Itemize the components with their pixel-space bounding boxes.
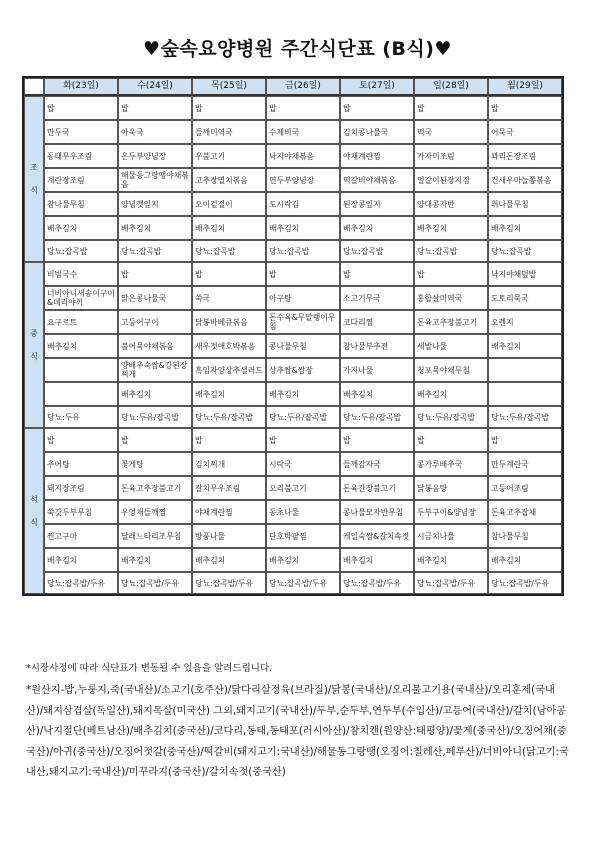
menu-table bbox=[22, 76, 564, 596]
menu-cell: 도토리묵국 bbox=[488, 286, 562, 310]
menu-cell: 배추김치 bbox=[44, 548, 118, 572]
menu-cell: 가자미조림 bbox=[414, 144, 488, 168]
menu-cell: 당뇨:잡곡밥 bbox=[44, 240, 118, 262]
menu-cell: 밥 bbox=[340, 262, 414, 286]
menu-cell: 가지나물 bbox=[340, 358, 414, 382]
menu-cell: 온두부양념장 bbox=[118, 144, 192, 168]
menu-cell: 닭봉바베큐볶음 bbox=[192, 310, 266, 334]
menu-cell: 오리불고기 bbox=[266, 476, 340, 500]
menu-cell: 도시락김 bbox=[266, 192, 340, 216]
menu-cell: 밥 bbox=[266, 428, 340, 452]
menu-cell: 콩나물모자반무침 bbox=[340, 500, 414, 524]
menu-row bbox=[24, 548, 562, 572]
menu-cell: 돈수육&무말랭이무침 bbox=[266, 310, 340, 334]
menu-cell: 된장콩잎지 bbox=[340, 192, 414, 216]
menu-cell: 맑은콩나물국 bbox=[118, 286, 192, 310]
menu-cell: 배추김치 bbox=[266, 382, 340, 406]
menu-row bbox=[24, 476, 562, 500]
menu-row bbox=[24, 286, 562, 310]
menu-row bbox=[24, 262, 562, 286]
menu-cell: 당뇨:두유/잡곡밥 bbox=[340, 406, 414, 428]
menu-cell: 배추김치 bbox=[414, 548, 488, 572]
menu-cell: 들깨감자국 bbox=[340, 452, 414, 476]
menu-cell: 청포묵야채무침 bbox=[414, 358, 488, 382]
menu-cell: 밥 bbox=[340, 428, 414, 452]
menu-cell: 밥 bbox=[192, 96, 266, 120]
menu-cell: 돈육고추장불고기 bbox=[414, 310, 488, 334]
day-header: 일(28일) bbox=[414, 78, 488, 96]
menu-row bbox=[24, 428, 562, 452]
menu-row bbox=[24, 310, 562, 334]
menu-cell: 아욱국 bbox=[118, 120, 192, 144]
menu-cell: 양대콩자반 bbox=[414, 192, 488, 216]
menu-cell bbox=[44, 382, 118, 406]
menu-cell: 떡갈비야채볶음 bbox=[340, 168, 414, 192]
menu-row bbox=[24, 406, 562, 428]
menu-cell: 배추김치 bbox=[340, 216, 414, 240]
menu-cell: 배추김치 bbox=[340, 382, 414, 406]
menu-cell: 밥 bbox=[44, 428, 118, 452]
menu-cell: 배추김치 bbox=[118, 382, 192, 406]
menu-cell: 콩나물무침 bbox=[266, 334, 340, 358]
menu-cell: 동태무우조림 bbox=[44, 144, 118, 168]
menu-row bbox=[24, 358, 562, 382]
meal-label-char: 식 bbox=[30, 352, 38, 361]
menu-cell: 두부구이&양념장 bbox=[414, 500, 488, 524]
menu-cell: 달래느타리조무침 bbox=[118, 524, 192, 548]
menu-cell: 참나물무침 bbox=[488, 524, 562, 548]
menu-cell: 새우젓애호박볶음 bbox=[192, 334, 266, 358]
menu-row bbox=[24, 216, 562, 240]
menu-cell: 수제비국 bbox=[266, 120, 340, 144]
menu-cell: 돈육고추잡채 bbox=[488, 500, 562, 524]
menu-cell: 배추김치 bbox=[414, 382, 488, 406]
menu-cell: 당뇨:두유/잡곡밥 bbox=[414, 406, 488, 428]
menu-cell: 당뇨:두유/잡곡밥 bbox=[266, 406, 340, 428]
day-header: 수(24일) bbox=[118, 78, 192, 96]
heart-icon: ♥ bbox=[434, 38, 452, 60]
menu-cell: 방풍나물 bbox=[192, 524, 266, 548]
menu-cell: 김치찌개 bbox=[192, 452, 266, 476]
menu-cell: 당뇨:두유/잡곡밥 bbox=[488, 406, 562, 428]
menu-row bbox=[24, 524, 562, 548]
menu-cell: 배추김치 bbox=[192, 382, 266, 406]
menu-cell: 당뇨:잡곡밥 bbox=[118, 240, 192, 262]
menu-cell: 양배추숙쌈&강된장찌개 bbox=[118, 358, 192, 382]
menu-cell: 당뇨:잡곡밥 bbox=[414, 240, 488, 262]
title-text: 숲속요양병원 주간식단표 (B식) bbox=[160, 38, 435, 60]
menu-cell: 쑥국 bbox=[192, 286, 266, 310]
menu-cell: 배추김치 bbox=[414, 216, 488, 240]
menu-row bbox=[24, 572, 562, 594]
menu-cell: 배추김치 bbox=[44, 216, 118, 240]
menu-cell: 배추김치 bbox=[118, 548, 192, 572]
menu-cell: 당뇨:잡곡밥/두유 bbox=[266, 572, 340, 594]
meal-label-char: 석 bbox=[30, 495, 38, 504]
menu-cell: 당뇨:잡곡밥/두유 bbox=[340, 572, 414, 594]
meal-label bbox=[24, 262, 44, 428]
menu-cell: 어묵국 bbox=[488, 120, 562, 144]
menu-cell: 밥 bbox=[414, 262, 488, 286]
menu-cell: 밥 bbox=[266, 96, 340, 120]
menu-cell: 비빔국수 bbox=[44, 262, 118, 286]
menu-cell: 참나물부추전 bbox=[340, 334, 414, 358]
menu-cell: 당뇨:잡곡밥 bbox=[192, 240, 266, 262]
corner-cell bbox=[24, 78, 44, 96]
notice-text: *시장사정에 따라 식단표가 변동될 수 있음을 알려드립니다. bbox=[26, 663, 273, 674]
menu-cell: 배추김치 bbox=[192, 548, 266, 572]
menu-cell: 요구르트 bbox=[44, 310, 118, 334]
menu-cell: 취나물무침 bbox=[488, 192, 562, 216]
menu-cell bbox=[488, 382, 562, 406]
menu-cell: 갈치무우조림 bbox=[192, 476, 266, 500]
menu-cell: 추어탕 bbox=[44, 452, 118, 476]
menu-cell: 찐고구마 bbox=[44, 524, 118, 548]
menu-cell: 홍합살미역국 bbox=[414, 286, 488, 310]
menu-cell: 고추장멸치볶음 bbox=[192, 168, 266, 192]
menu-cell: 너비아니새송이구이&데리야끼 bbox=[44, 286, 118, 310]
menu-row bbox=[24, 192, 562, 216]
menu-cell bbox=[44, 358, 118, 382]
menu-cell: 해물동그랑땡야채볶음 bbox=[118, 168, 192, 192]
menu-cell: 밥 bbox=[414, 428, 488, 452]
menu-cell: 시락국 bbox=[266, 452, 340, 476]
menu-cell: 배추김치 bbox=[488, 334, 562, 358]
menu-row bbox=[24, 452, 562, 476]
menu-cell: 당뇨:잡곡밥/두유 bbox=[414, 572, 488, 594]
menu-cell: 돈육고추장불고기 bbox=[118, 476, 192, 500]
menu-cell: 밥 bbox=[414, 96, 488, 120]
menu-cell: 밥 bbox=[44, 96, 118, 120]
menu-row bbox=[24, 382, 562, 406]
menu-row bbox=[24, 120, 562, 144]
page-title bbox=[0, 34, 595, 61]
menu-cell: 고등어조림 bbox=[488, 476, 562, 500]
meal-label-char: 식 bbox=[30, 186, 38, 195]
menu-cell: 배추김치 bbox=[266, 216, 340, 240]
day-header-row bbox=[24, 78, 562, 96]
menu-cell: 상추쌈&쌈장 bbox=[266, 358, 340, 382]
menu-cell: 당뇨:잡곡밥 bbox=[488, 240, 562, 262]
meal-label bbox=[24, 428, 44, 594]
menu-cell: 당뇨:잡곡밥 bbox=[340, 240, 414, 262]
menu-row bbox=[24, 96, 562, 120]
menu-cell: 케일숙쌈&갈치속젓 bbox=[340, 524, 414, 548]
menu-cell: 꽈리돈장조림 bbox=[488, 144, 562, 168]
menu-cell: 단호박팥찜 bbox=[266, 524, 340, 548]
day-header: 월(29일) bbox=[488, 78, 562, 96]
day-header: 금(26일) bbox=[266, 78, 340, 96]
menu-cell: 배추김치 bbox=[340, 548, 414, 572]
menu-cell: 당뇨:두유/잡곡밥 bbox=[118, 406, 192, 428]
menu-cell: 당뇨:잡곡밥/두유 bbox=[192, 572, 266, 594]
day-header: 화(23일) bbox=[44, 78, 118, 96]
menu-cell bbox=[488, 358, 562, 382]
menu-cell: 배추김치 bbox=[118, 216, 192, 240]
menu-cell: 우불고기 bbox=[192, 144, 266, 168]
menu-cell: 배추김치 bbox=[44, 334, 118, 358]
menu-cell: 꽃게탕 bbox=[118, 452, 192, 476]
menu-cell: 흑임자양상추샐러드 bbox=[192, 358, 266, 382]
menu-cell: 밥 bbox=[488, 96, 562, 120]
menu-cell: 참나물무침 bbox=[44, 192, 118, 216]
menu-cell: 돈육간장불고기 bbox=[340, 476, 414, 500]
meal-label bbox=[24, 96, 44, 262]
menu-row bbox=[24, 144, 562, 168]
menu-cell: 당뇨:잡곡밥/두유 bbox=[44, 572, 118, 594]
menu-cell: 세발나물 bbox=[414, 334, 488, 358]
menu-cell: 밥 bbox=[266, 262, 340, 286]
menu-cell: 낙지야채볶음 bbox=[266, 144, 340, 168]
menu-cell: 얼갈이된장지짐 bbox=[414, 168, 488, 192]
menu-row bbox=[24, 334, 562, 358]
menu-cell: 오렌지 bbox=[488, 310, 562, 334]
menu-cell: 당뇨:잡곡밥/두유 bbox=[118, 572, 192, 594]
menu-cell: 콩가루배추국 bbox=[414, 452, 488, 476]
menu-cell: 건새우마늘쫑볶음 bbox=[488, 168, 562, 192]
menu-cell: 밥 bbox=[118, 262, 192, 286]
menu-cell: 돼지장조림 bbox=[44, 476, 118, 500]
menu-row bbox=[24, 168, 562, 192]
menu-cell: 밥 bbox=[488, 428, 562, 452]
meal-label-char: 식 bbox=[30, 518, 38, 527]
menu-cell: 떡국 bbox=[414, 120, 488, 144]
menu-cell: 불어묵야채볶음 bbox=[118, 334, 192, 358]
menu-cell: 당뇨:두유/잡곡밥 bbox=[192, 406, 266, 428]
menu-cell: 김치콩나물국 bbox=[340, 120, 414, 144]
meal-label-char: 조 bbox=[30, 163, 38, 172]
menu-cell: 들깨미역국 bbox=[192, 120, 266, 144]
menu-cell: 닭봉음탕 bbox=[414, 476, 488, 500]
menu-row bbox=[24, 500, 562, 524]
menu-cell: 연두부양념장 bbox=[266, 168, 340, 192]
menu-cell: 계란장조림 bbox=[44, 168, 118, 192]
menu-body bbox=[24, 96, 562, 594]
menu-cell: 만두국 bbox=[44, 120, 118, 144]
menu-cell: 낙지야채덮밥 bbox=[488, 262, 562, 286]
menu-cell: 만두계란국 bbox=[488, 452, 562, 476]
menu-cell: 밥 bbox=[118, 96, 192, 120]
menu-cell: 동초나물 bbox=[266, 500, 340, 524]
meal-label-char: 중 bbox=[30, 329, 38, 338]
menu-cell: 배추김치 bbox=[488, 548, 562, 572]
menu-cell: 소고기무국 bbox=[340, 286, 414, 310]
day-header: 목(25일) bbox=[192, 78, 266, 96]
menu-cell: 고등어구이 bbox=[118, 310, 192, 334]
menu-cell: 밥 bbox=[118, 428, 192, 452]
menu-cell: 밥 bbox=[192, 428, 266, 452]
menu-cell: 당뇨:잡곡밥/두유 bbox=[488, 572, 562, 594]
origin-text: *원산지-밥,누룽지,죽(국내산)/소고기(호주산)/닭다리살정육(브라질)/닭봉(국내산)/오리불고기용(국내산)/오리훈제(국내산)/돼지삼겹살(독일산),돼지목살(미국산) 그외,돼지고기(국내산)/두부,순두부,연두부(수입산)/고등어(국내산)/갈치(남아공산)/낙지절단(베트남산)/배추김치(중국산)/코다리,동태,동태포(러시아산)/참치캔(원양산:태평양)/꽃게(중국산)/오징어채(중국산)/아귀(중국산)/오징어젓갈(중국산)/떡갈비(돼지고기:국내산)/해물동그랑땡(오징어:칠레산,페루산)/너비아니(닭고기:국내산,돼지고기:국내산)/미꾸라지(중국산)/갈치속젓(중국산) bbox=[26, 685, 569, 778]
menu-cell: 아구탕 bbox=[266, 286, 340, 310]
menu-cell: 야채계란찜 bbox=[340, 144, 414, 168]
menu-cell: 배추김치 bbox=[488, 216, 562, 240]
day-header: 토(27일) bbox=[340, 78, 414, 96]
menu-cell: 야채계란찜 bbox=[192, 500, 266, 524]
menu-cell: 오이겉절이 bbox=[192, 192, 266, 216]
menu-cell: 밥 bbox=[340, 96, 414, 120]
menu-cell: 우엉채들깨찜 bbox=[118, 500, 192, 524]
menu-cell: 당뇨:두유 bbox=[44, 406, 118, 428]
menu-cell: 시금치나물 bbox=[414, 524, 488, 548]
menu-cell: 당뇨:잡곡밥 bbox=[266, 240, 340, 262]
menu-cell: 밥 bbox=[192, 262, 266, 286]
menu-row bbox=[24, 240, 562, 262]
heart-icon: ♥ bbox=[143, 38, 161, 60]
menu-cell: 배추김치 bbox=[266, 548, 340, 572]
menu-cell: 양념깻잎지 bbox=[118, 192, 192, 216]
menu-cell: 쑥갓두부무침 bbox=[44, 500, 118, 524]
menu-cell: 코다리찜 bbox=[340, 310, 414, 334]
menu-cell: 배추김치 bbox=[192, 216, 266, 240]
